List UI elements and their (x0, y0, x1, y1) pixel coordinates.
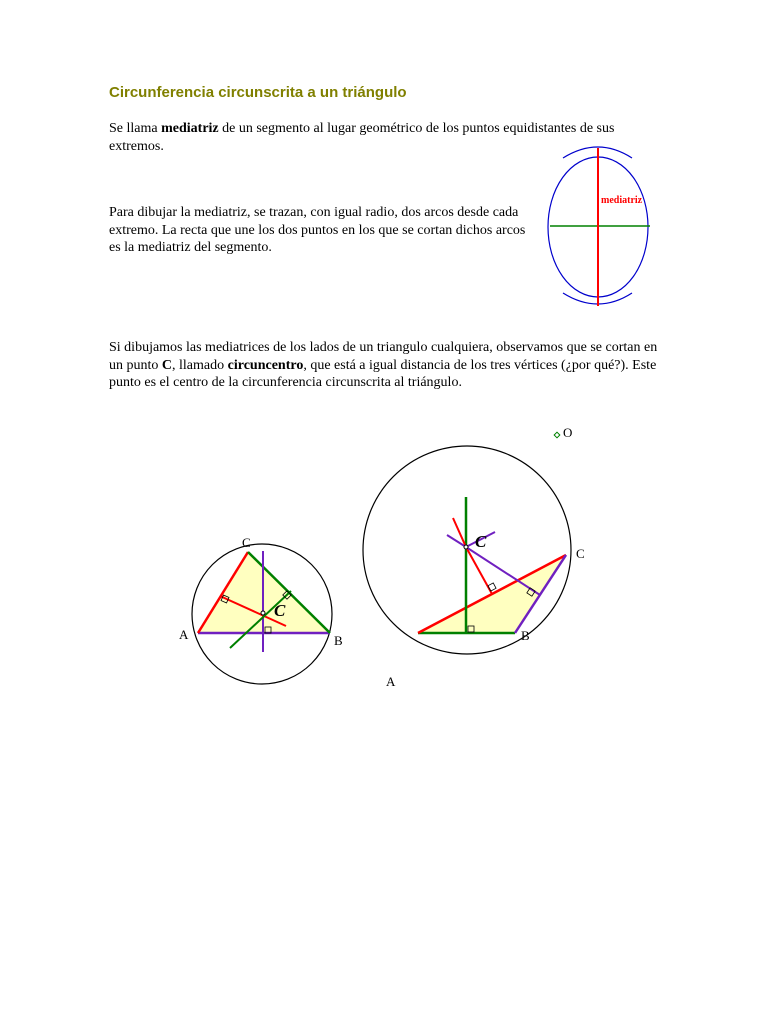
obtuse-triangle-figure (360, 425, 600, 695)
acute-triangle-figure (170, 525, 360, 695)
perp-bisector-ac-obtuse (453, 518, 492, 594)
paragraph-circuncentro (109, 339, 664, 392)
p3-bold-circuncentro: circuncentro (227, 357, 304, 373)
p1-bold-term: mediatriz (161, 121, 219, 136)
label-circumcenter-acute: C (274, 601, 286, 620)
mediatriz-figure (540, 145, 670, 310)
paragraph-mediatriz-construction: Para dibujar la mediatriz, se trazan, con igual radio, dos arcos desde cada extremo. La recta que une los dos puntos en los que se cortan dichos arcos es la mediatriz del segmento. (109, 205, 526, 255)
p3-text-1: Si dibujamos las mediatrices de los lados de un triangulo cualquiera, observamos que se cortan en un punto (109, 340, 658, 373)
p3-text-2: , llamado (172, 357, 228, 373)
label-vertex-a-acute: A (179, 627, 189, 642)
circumcenter-point-obtuse (464, 545, 468, 549)
mediatriz-label: mediatriz (601, 195, 643, 206)
small-green-marker (554, 432, 560, 438)
label-vertex-b-acute: B (334, 633, 343, 648)
circumcenter-point-acute (261, 611, 265, 615)
page-title: Circunferencia circunscrita a un triángulo (109, 84, 407, 101)
label-vertex-c-acute: C (242, 535, 251, 550)
p3-text-3: , que está a igual distancia de los tres vértices (¿por qué?). Este punto es el centro de la circunferencia circunscrita al triángulo. (109, 357, 657, 390)
label-marker-o: O (563, 425, 573, 440)
label-vertex-c-obtuse: C (576, 546, 585, 561)
p1-text-after: de un segmento al lugar geométrico de los puntos equidistantes de sus extremos. (109, 121, 615, 154)
p3-bold-c: C (161, 357, 173, 373)
label-circumcenter-obtuse: C (475, 532, 487, 551)
label-vertex-a-obtuse: A (386, 674, 396, 689)
p1-text-before: Se llama (109, 121, 162, 136)
label-vertex-b-obtuse: B (521, 628, 530, 643)
perp-bisector-bc-obtuse (447, 535, 540, 595)
